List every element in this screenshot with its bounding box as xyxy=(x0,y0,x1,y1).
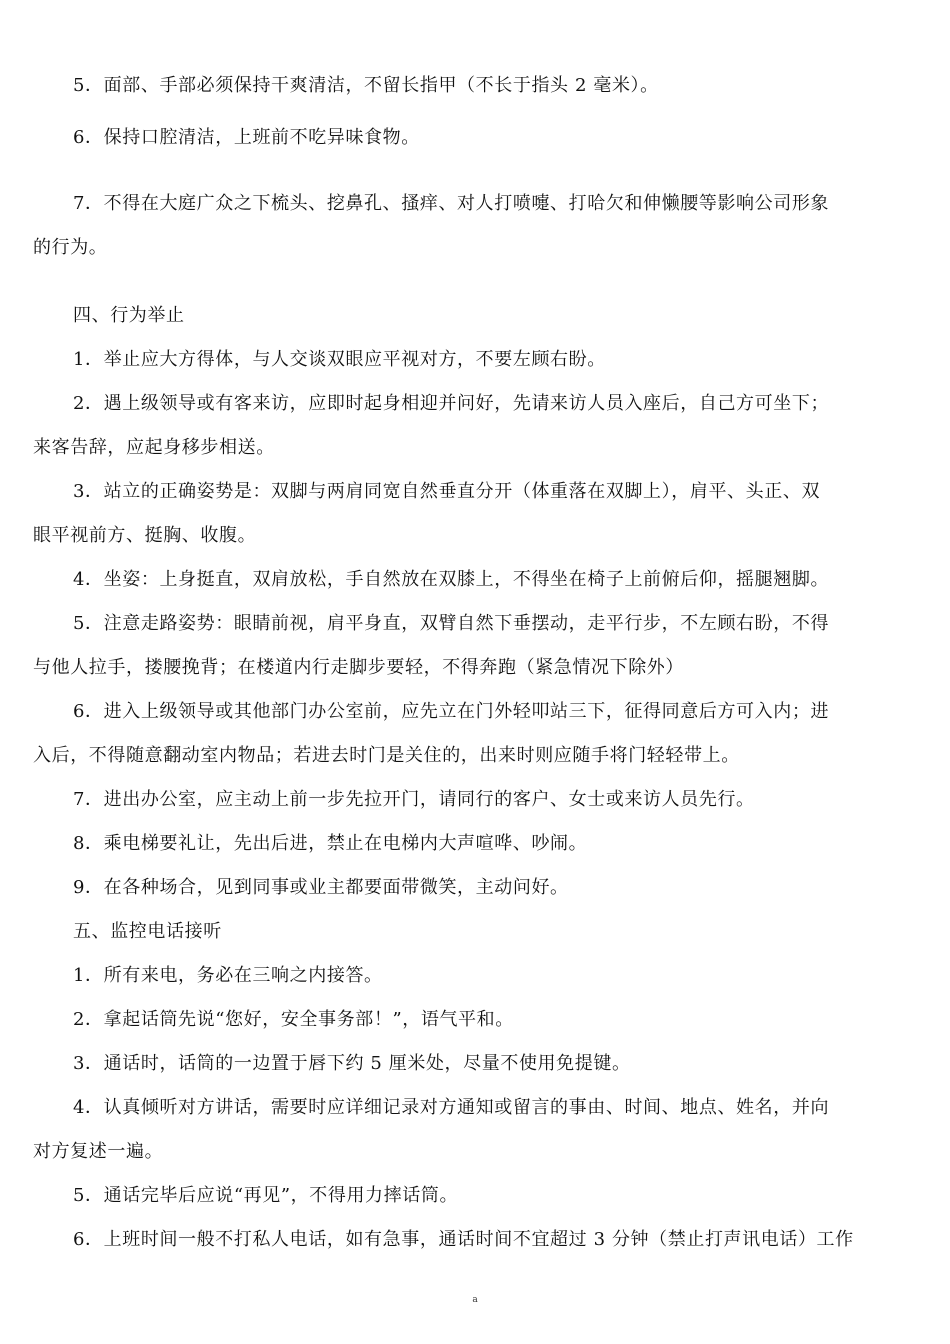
paragraph-line: 4．认真倾听对方讲话，需要时应详细记录对方通知或留言的事由、时间、地点、姓名，并向 xyxy=(73,1097,830,1118)
paragraph-line: 2．遇上级领导或有客来访，应即时起身相迎并问好，先请来访人员入座后，自己方可坐下； xyxy=(73,393,830,414)
paragraph-line: 2．拿起话筒先说“您好，安全事务部！”，语气平和。 xyxy=(73,1009,514,1030)
paragraph-line: 7．不得在大庭广众之下梳头、挖鼻孔、搔痒、对人打喷嚏、打哈欠和伸懒腰等影响公司形象 xyxy=(73,193,830,214)
paragraph-line: 5．通话完毕后应说“再见”，不得用力摔话筒。 xyxy=(73,1185,459,1206)
paragraph-line: 5．面部、手部必须保持干爽清洁，不留长指甲（不长于指头 2 毫米）。 xyxy=(73,75,659,96)
paragraph-line: 8．乘电梯要礼让，先出后进，禁止在电梯内大声喧哗、吵闹。 xyxy=(73,833,588,854)
page-footer-mark: a xyxy=(472,1295,478,1305)
paragraph-line: 1．所有来电，务必在三响之内接答。 xyxy=(73,965,383,986)
paragraph-line: 3．通话时，话筒的一边置于唇下约 5 厘米处，尽量不使用免提键。 xyxy=(73,1053,631,1074)
paragraph-line: 3．站立的正确姿势是：双脚与两肩同宽自然垂直分开（体重落在双脚上），肩平、头正、双 xyxy=(73,481,821,502)
paragraph-line: 眼平视前方、挺胸、收腹。 xyxy=(33,525,257,546)
section-heading: 四、行为举止 xyxy=(73,305,185,326)
paragraph-line: 6．上班时间一般不打私人电话，如有急事，通话时间不宜超过 3 分钟（禁止打声讯电话）工作 xyxy=(73,1229,854,1250)
paragraph-line: 对方复述一遍。 xyxy=(33,1141,164,1162)
paragraph-line: 9．在各种场合，见到同事或业主都要面带微笑，主动问好。 xyxy=(73,877,569,898)
paragraph-line: 入后，不得随意翻动室内物品；若进去时门是关住的，出来时则应随手将门轻轻带上。 xyxy=(33,745,740,766)
paragraph-line: 6．进入上级领导或其他部门办公室前，应先立在门外轻叩站三下，征得同意后方可入内；进 xyxy=(73,701,830,722)
paragraph-line: 1．举止应大方得体，与人交谈双眼应平视对方，不要左顾右盼。 xyxy=(73,349,606,370)
paragraph-line: 与他人拉手，搂腰挽背；在楼道内行走脚步要轻，不得奔跑（紧急情况下除外） xyxy=(33,657,684,678)
paragraph-line: 的行为。 xyxy=(33,237,108,258)
paragraph-line: 6．保持口腔清洁，上班前不吃异味食物。 xyxy=(73,127,420,148)
paragraph-line: 来客告辞，应起身移步相送。 xyxy=(33,437,275,458)
paragraph-line: 4．坐姿：上身挺直，双肩放松，手自然放在双膝上，不得坐在椅子上前俯后仰，摇腿翘脚。 xyxy=(73,569,830,590)
section-heading: 五、监控电话接听 xyxy=(73,921,222,942)
paragraph-line: 5．注意走路姿势：眼睛前视，肩平身直，双臂自然下垂摆动，走平行步，不左顾右盼，不得 xyxy=(73,613,830,634)
paragraph-line: 7．进出办公室，应主动上前一步先拉开门，请同行的客户、女士或来访人员先行。 xyxy=(73,789,755,810)
